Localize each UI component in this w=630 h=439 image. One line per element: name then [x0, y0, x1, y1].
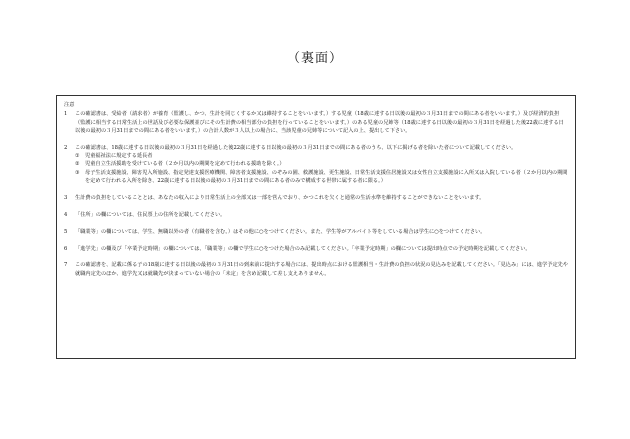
note-text: 「進学先」の欄及び「卒業予定時期」の欄については、「職業等」の欄で学生に○をつけた場合のみ記載してください。「卒業予定時期」の欄については提出時点での予定時期を記載してください。 — [75, 245, 531, 252]
notes-heading: 注意 — [64, 102, 75, 108]
note-7 — [64, 261, 569, 278]
note-1 — [64, 110, 569, 135]
note-number: 5 — [64, 228, 68, 235]
exclusion-list — [75, 152, 569, 185]
note-text: この確認書は、18歳に達する日以後の最初の３月31日を経過した後22歳に達する日以後の最初の３月31日までの間にある者のうち、以下に掲げる者を除いた者について記載してください。 — [75, 144, 517, 151]
note-text: この確認書は、受給者（請求者）が養育（監護し、かつ、生計を同じくするか又は維持することをいいます。）する児童（18歳に達する日以後の最初の３月31日までの間にある者をいいます。）及び経済的負担（監護に相当する日常生活上の世話及び必要な保護並びにその生計費の相当部分の負担を行っていることをいいます。）のある児童の兄姉等（18歳に達する日以後の最初の３月31日を経過した後22歳に達する日以後の最初の３月31日までの間にある者をいいます。）の合計人数が３人以上の場合に、当該児童の兄姉等について記入の上、提出して下さい。 — [75, 111, 564, 134]
list-item — [75, 160, 569, 168]
note-3 — [64, 194, 569, 202]
list-item-text: 母子生活支援施設、障害児入所施設、指定発達支援医療機関、障害者支援施設、のぞみの園、救護施設、更生施設、日常生活支援住居施設又は女性自立支援施設に入所又は入院している者（２か月以内の期間を定めて行われる入所を除き、22歳に達する日以後の最初の３月31日までの間にある者のみで構成する世帯に属する者に限る。） — [85, 169, 568, 184]
note-number: 3 — [64, 194, 68, 201]
note-text: 「住所」の欄については、住民票上の住所を記載してください。 — [75, 211, 226, 218]
note-number: 2 — [64, 144, 68, 151]
list-item-mark: ③ — [75, 169, 80, 176]
note-number: 1 — [64, 111, 68, 118]
note-number: 6 — [64, 245, 68, 252]
note-number: 7 — [64, 262, 68, 269]
note-4 — [64, 211, 569, 219]
note-text: この確認書を、記載に係る子の18歳に達する日以後の最初の３月31日の到来前に提出する場合には、提出時点における監護相当・生計費の負担の状況の見込みを記載してください。「見込み」には、進学予定先や就職内定先のほか、進学先又は就職先が決まっていない場合の「未定」を含め記載して差し支えありません。 — [75, 262, 569, 277]
list-item-mark: ① — [75, 153, 80, 160]
list-item-mark: ② — [75, 161, 80, 168]
note-6 — [64, 245, 569, 253]
list-item — [75, 169, 569, 186]
note-number: 4 — [64, 211, 68, 218]
note-text: 生計費の負担をしていることとは、あなたの収入により日常生活上の全部又は一部を営んでおり、かつこれを欠くと通常の生活水準を維持することができないことをいいます。 — [75, 194, 485, 201]
note-2 — [64, 144, 569, 185]
notes-box — [56, 95, 576, 359]
page-title: （裏面） — [286, 51, 343, 66]
list-item-text: 児童自立生活援助を受けている者（２か月以内の期間を定めて行われる援助を除く。） — [85, 161, 285, 168]
list-item — [75, 152, 569, 160]
note-text: 「職業等」の欄については、学生、無職以外の者（有職者を含む。）はその他に○をつけてください。また、学生等がアルバイト等をしている場合は学生に○をつけてください。 — [75, 228, 486, 235]
note-5 — [64, 228, 569, 236]
list-item-text: 児童福祉法に規定する延長者 — [85, 153, 153, 160]
